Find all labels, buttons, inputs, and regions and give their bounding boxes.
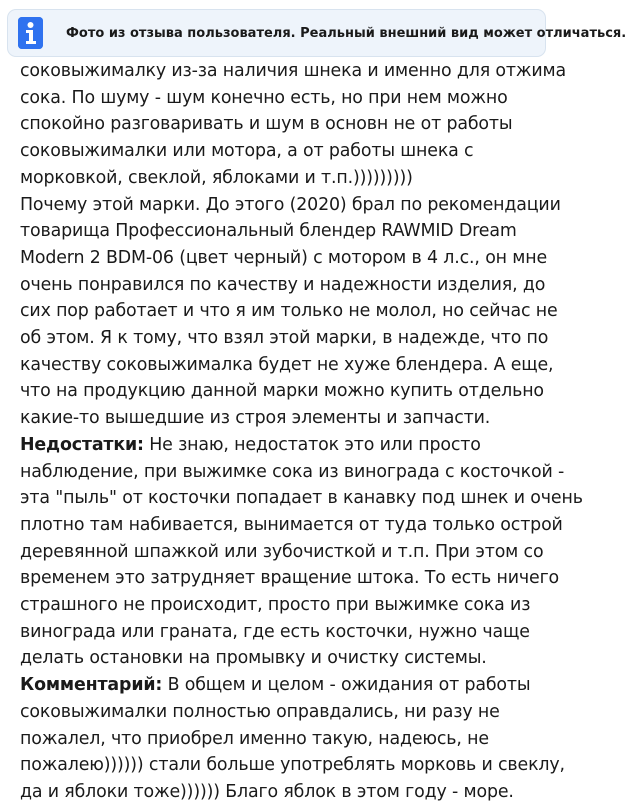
comment-first-line: [20, 672, 561, 699]
cons-label: Недостатки:: [20, 434, 144, 455]
review-line: сока. По шуму - шум конечно есть, но при нем можно: [20, 87, 508, 108]
user-photo-notice: [8, 10, 626, 56]
review-line: сих пор работает и что я им только не молол, но сейчас не: [20, 301, 558, 322]
cons-line: делать остановки на промывку и очистку системы.: [20, 648, 487, 669]
review-line: спокойно разговаривать и шум в основн не от работы: [20, 114, 513, 135]
review-line: соковыжималки или мотора, а от работы шнека с: [20, 141, 474, 162]
cons-first-line: [20, 432, 561, 459]
review-line: какие-то вышедшие из строя элементы и запчасти.: [20, 408, 491, 429]
review-line: морковкой, свеклой, яблоками и т.п.))))))))): [20, 167, 413, 188]
cons-line: плотно там набивается, вынимается от туда только острой: [20, 514, 563, 535]
notice-text: Фото из отзыва пользователя. Реальный внешний вид может отличаться.: [66, 25, 626, 41]
review-line: Modern 2 BDM-06 (цвет черный) с мотором в 4 л.с., он мне: [20, 247, 548, 268]
cons-line: эта "пыль" от косточки попадает в канавку под шнек и очень: [20, 488, 583, 509]
review-line: об этом. Я к тому, что взял этой марки, в надежде, что по: [20, 328, 549, 349]
info-icon: [18, 17, 43, 49]
review-line: качеству соковыжималка будет не хуже блендера. А еще,: [20, 354, 554, 375]
review-text: [20, 58, 583, 806]
cons-line: наблюдение, при выжимке сока из винограда с косточкой -: [20, 461, 565, 482]
comment-line: пожалею)))))) стали больше употреблять морковь и свеклу,: [20, 755, 565, 776]
comment-line: пожалел, что приобрел именно такую, надеюсь, не: [20, 728, 489, 749]
cons-line: винограда или граната, где есть косточки, нужно чаще: [20, 621, 530, 642]
comment-label: Комментарий:: [20, 675, 163, 696]
cons-line: деревянной шпажкой или зубочисткой и т.п. При этом со: [20, 541, 544, 562]
review-line: Почему этой марки. До этого (2020) брал по рекомендации: [20, 194, 561, 215]
review-line: что на продукцию данной марки можно купить отдельно: [20, 381, 544, 402]
cons-line: страшного не происходит, просто при выжимке сока из: [20, 595, 531, 616]
review-line: соковыжималку из-за наличия шнека и именно для отжима: [20, 61, 567, 81]
comment-line: да и яблоки тоже)))))) Благо яблок в этом году - море.: [20, 781, 514, 802]
review-line: товарища Профессиональный блендер RAWMID Dream: [20, 221, 517, 242]
cons-first-text: Не знаю, недостаток это или просто: [143, 434, 481, 455]
review-line: очень понравился по качеству и надежности изделия, до: [20, 274, 546, 295]
comment-line: соковыжималки полностью оправдались, ни разу не: [20, 701, 500, 722]
comment-first-text: В общем и целом - ожидания от работы: [162, 675, 531, 696]
cons-line: временем это затрудняет вращение штока. То есть ничего: [20, 568, 560, 589]
